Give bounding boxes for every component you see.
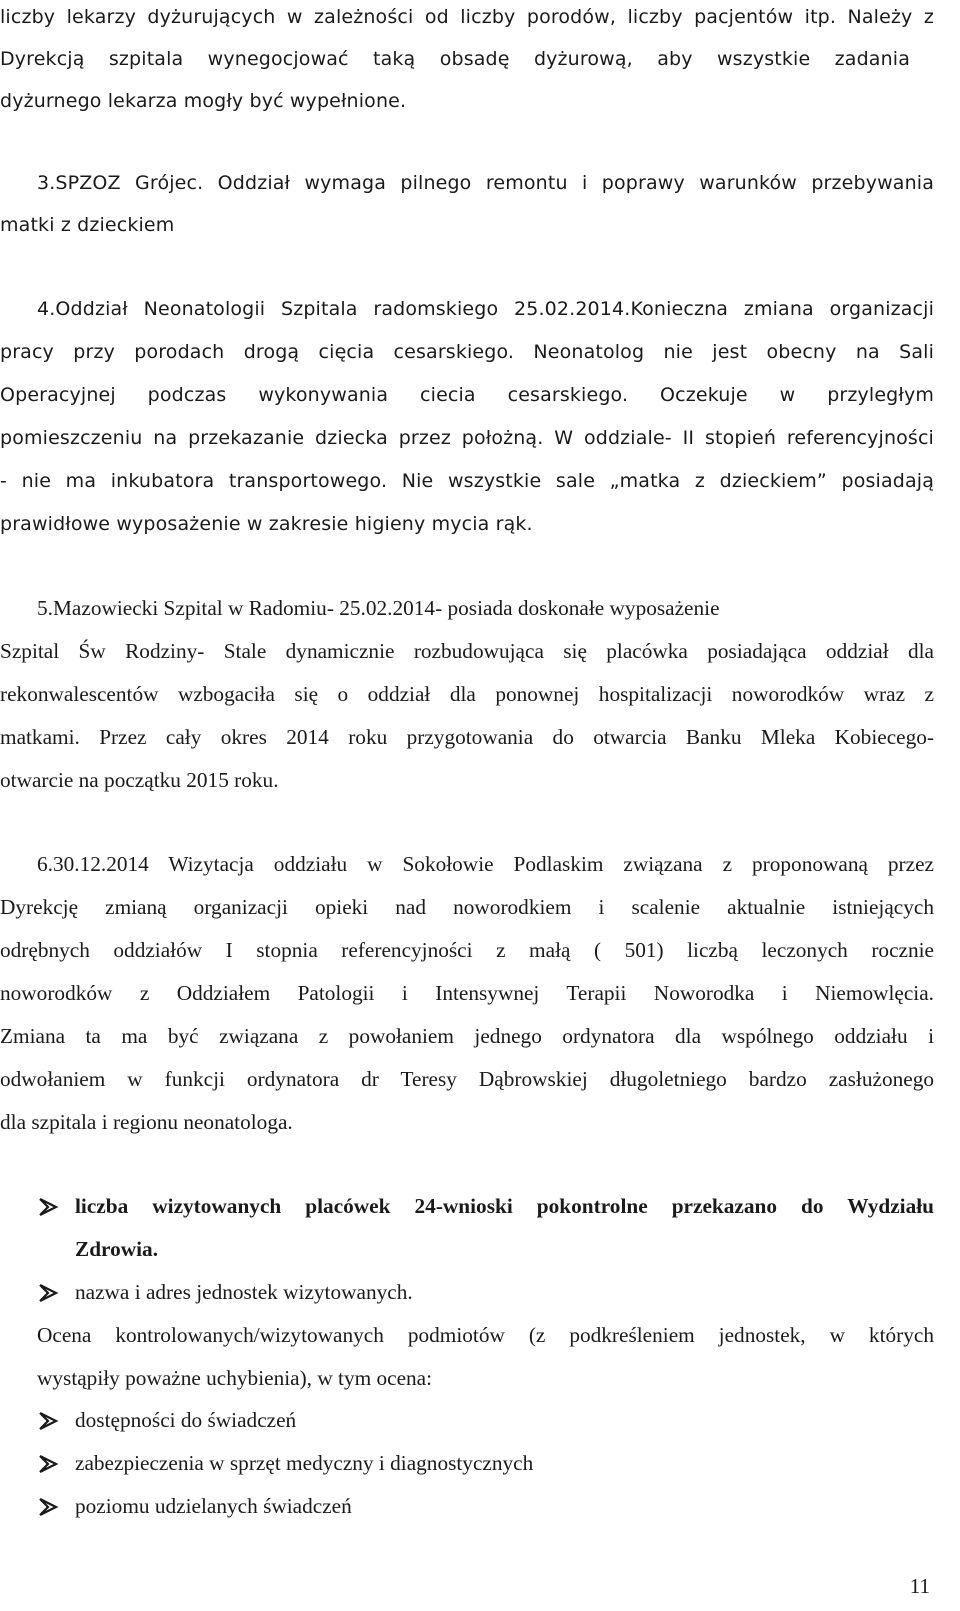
text-line: Zmiana ta ma być związana z powołaniem jednego ordynatora dla wspólnego oddziału i	[0, 1024, 934, 1048]
text-line: Operacyjnej podczas wykonywania ciecia cesarskiego. Oczekuje w przyległym	[0, 384, 934, 406]
text-line: Szpital Św Rodziny- Stale dynamicznie rozbudowująca się placówka posiadająca oddział dla	[0, 639, 934, 663]
text-line: Dyrekcję zmianą organizacji opieki nad noworodkiem i scalenie aktualnie istniejących	[0, 895, 934, 919]
arrow-bullet-icon	[37, 1196, 65, 1220]
text-line: pracy przy porodach drogą cięcia cesarskiego. Neonatolog nie jest obecny na Sali	[0, 341, 934, 363]
bullet-item-continuation: Zdrowia.	[75, 1237, 159, 1261]
bullet-item: dostępności do świadczeń	[75, 1408, 297, 1432]
text-line: dla szpitala i regionu neonatologa.	[0, 1110, 293, 1134]
text-line: Ocena kontrolowanych/wizytowanych podmiotów (z podkreśleniem jednostek, w których	[37, 1323, 934, 1347]
text-line: odwołaniem w funkcji ordynatora dr Teresy Dąbrowskiej długoletniego bardzo zasłużonego	[0, 1067, 934, 1091]
page-number: 11	[909, 1574, 930, 1598]
text-line: prawidłowe wyposażenie w zakresie higieny mycia rąk.	[0, 513, 533, 535]
bullet-item: liczba wizytowanych placówek 24-wnioski pokontrolne przekazano do Wydziału	[75, 1194, 934, 1218]
text-line: Dyrekcją szpitala wynegocjować taką obsadę dyżurową, aby wszystkie zadania	[0, 48, 910, 70]
text-line: 4.Oddział Neonatologii Szpitala radomskiego 25.02.2014.Konieczna zmiana organizacji	[37, 298, 934, 320]
bullet-item: zabezpieczenia w sprzęt medyczny i diagnostycznych	[75, 1451, 534, 1475]
arrow-bullet-icon	[37, 1282, 65, 1306]
text-line: otwarcie na początku 2015 roku.	[0, 768, 279, 792]
text-line: liczby lekarzy dyżurujących w zależności od liczby porodów, liczby pacjentów itp. Należy z	[0, 6, 934, 28]
arrow-bullet-icon	[37, 1453, 65, 1477]
text-line: 5.Mazowiecki Szpital w Radomiu- 25.02.2014- posiada doskonałe wyposażenie	[37, 596, 720, 620]
text-line: 6.30.12.2014 Wizytacja oddziału w Sokołowie Podlaskim związana z proponowaną przez	[37, 852, 934, 876]
text-line: odrębnych oddziałów I stopnia referencyjności z małą ( 501) liczbą leczonych rocznie	[0, 938, 934, 962]
text-line: 3.SPZOZ Grójec. Oddział wymaga pilnego remontu i poprawy warunków przebywania	[37, 172, 934, 194]
text-line: pomieszczeniu na przekazanie dziecka przez położną. W oddziale- II stopień referencyjności	[0, 427, 934, 449]
arrow-bullet-icon	[37, 1496, 65, 1520]
text-line: dyżurnego lekarza mogły być wypełnione.	[0, 90, 407, 112]
text-line: - nie ma inkubatora transportowego. Nie wszystkie sale „matka z dzieckiem” posiadają	[0, 470, 934, 492]
bullet-item: nazwa i adres jednostek wizytowanych.	[75, 1280, 413, 1304]
text-line: wystąpiły poważne uchybienia), w tym ocena:	[37, 1366, 433, 1390]
text-line: matki z dzieckiem	[0, 214, 175, 236]
text-line: rekonwalescentów wzbogaciła się o oddział dla ponownej hospitalizacji noworodków wraz z	[0, 682, 934, 706]
arrow-bullet-icon	[37, 1410, 65, 1434]
bullet-item: poziomu udzielanych świadczeń	[75, 1494, 352, 1518]
text-line: matkami. Przez cały okres 2014 roku przygotowania do otwarcia Banku Mleka Kobiecego-	[0, 725, 934, 749]
text-line: noworodków z Oddziałem Patologii i Intensywnej Terapii Noworodka i Niemowlęcia.	[0, 981, 934, 1005]
